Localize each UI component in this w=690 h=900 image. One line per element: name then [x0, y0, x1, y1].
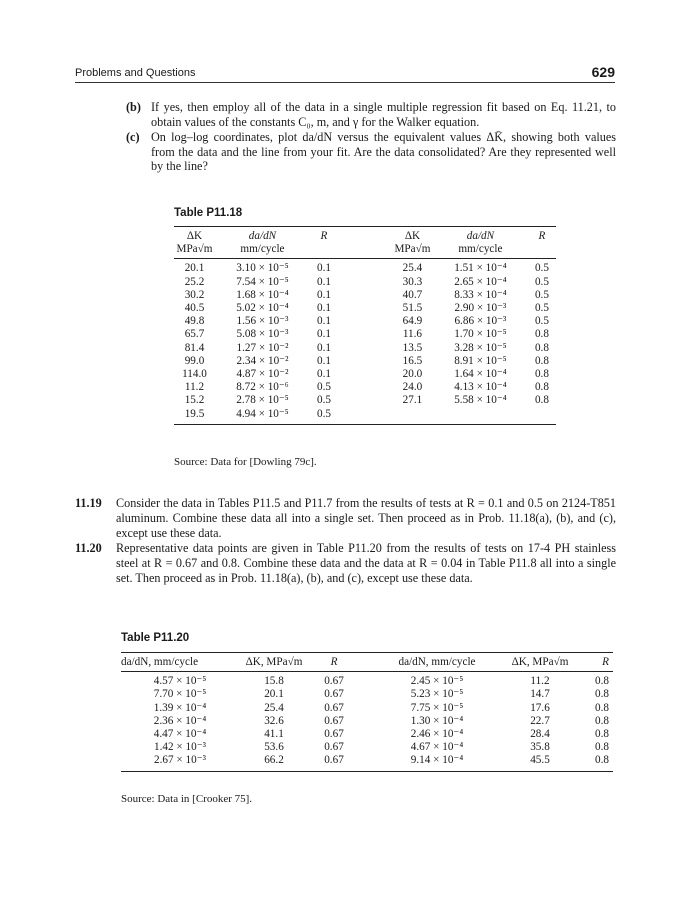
table-p11-20 — [121, 652, 613, 772]
table-cell: 114.0 — [182, 368, 207, 381]
table-cell: 0.1 — [316, 262, 331, 275]
table-cell: 1.56 × 10⁻³ — [236, 315, 289, 328]
table-cell: 0.8 — [534, 341, 549, 354]
table-cell: 0.5 — [310, 408, 338, 425]
col-unit-dk: MPa√m — [174, 243, 215, 259]
col-unit-dadn: mm/cycle — [215, 243, 310, 259]
table-cell: 5.58 × 10⁻⁴ — [454, 394, 507, 407]
col-header-dadn: da/dN — [433, 227, 528, 244]
table-cell: 2.78 × 10⁻⁵ — [236, 394, 289, 407]
table-cell: 8.33 × 10⁻⁴ — [454, 288, 507, 301]
table-cell: 4.47 × 10⁻⁴ — [153, 728, 207, 741]
table-cell: 0.8 — [534, 368, 549, 381]
problem-11-19 — [75, 496, 616, 541]
table-row — [174, 276, 556, 289]
table-cell: 25.4 — [264, 701, 284, 714]
part-c — [126, 130, 616, 174]
problems — [75, 496, 616, 586]
table-cell: 2.34 × 10⁻² — [236, 354, 289, 367]
table-row — [174, 381, 556, 394]
col-header-r: R — [309, 653, 359, 672]
table-cell: 7.54 × 10⁻⁵ — [236, 275, 289, 288]
col-header-dk: ΔK, MPa√m — [501, 653, 579, 672]
table-cell: 11.6 — [402, 328, 423, 341]
table-row — [121, 741, 613, 754]
table-cell: 0.8 — [595, 688, 609, 701]
table-cell: 8.72 × 10⁻⁶ — [236, 381, 289, 394]
table-row — [174, 302, 556, 315]
table-cell: 0.8 — [579, 754, 613, 771]
table-cell: 13.5 — [402, 341, 423, 354]
table-cell: 0.1 — [316, 275, 331, 288]
table-cell: 81.4 — [184, 341, 205, 354]
problem-number: 11.20 — [75, 541, 102, 555]
table-cell: 8.91 × 10⁻⁵ — [454, 354, 507, 367]
problem-11-20 — [75, 541, 616, 586]
table-cell: 1.70 × 10⁻⁵ — [454, 328, 507, 341]
table-cell: 1.51 × 10⁻⁴ — [454, 262, 507, 275]
table-cell: 0.1 — [316, 315, 331, 328]
table-cell: 49.8 — [184, 315, 205, 328]
table-cell — [392, 408, 433, 425]
table-cell: 3.28 × 10⁻⁵ — [454, 341, 507, 354]
table-cell: 0.8 — [595, 675, 609, 688]
table-cell: 0.5 — [534, 275, 549, 288]
table-row — [174, 289, 556, 302]
table-cell: 0.1 — [316, 354, 331, 367]
table-cell: 40.5 — [184, 302, 205, 315]
table-cell: 0.1 — [316, 302, 331, 315]
table-cell: 4.67 × 10⁻⁴ — [410, 741, 464, 754]
table-cell: 1.64 × 10⁻⁴ — [454, 368, 507, 381]
col-header-dk: ΔK — [392, 227, 433, 244]
table-cell: 5.02 × 10⁻⁴ — [236, 302, 289, 315]
table-row — [121, 672, 613, 689]
table-cell: 64.9 — [402, 315, 423, 328]
table-cell: 1.42 × 10⁻³ — [154, 741, 206, 754]
problem-number: 11.19 — [75, 496, 102, 510]
part-label: (b) — [126, 100, 141, 114]
part-label: (c) — [126, 130, 140, 145]
table-cell: 30.3 — [402, 275, 423, 288]
table-cell: 27.1 — [402, 394, 423, 407]
col-header-dk: ΔK — [174, 227, 215, 244]
table-cell: 28.4 — [530, 728, 550, 741]
table-row — [174, 259, 556, 276]
table-cell: 2.65 × 10⁻⁴ — [454, 275, 507, 288]
table-cell: 2.45 × 10⁻⁵ — [410, 675, 464, 688]
page-number: 629 — [591, 64, 615, 80]
table-cell: 30.2 — [184, 288, 205, 301]
table-row — [174, 328, 556, 341]
table-cell: 65.7 — [184, 328, 205, 341]
table-cell: 25.2 — [184, 275, 205, 288]
table-cell: 25.4 — [402, 262, 423, 275]
table-cell: 20.1 — [264, 688, 284, 701]
part-text: On log–log coordinates, plot da/dN versus the equivalent values ΔK̄, showing both values from the data and the line from your fit. Are the data consolidated? Are they represented well by the line? — [151, 130, 616, 174]
table-p11-20-caption: Table P11.20 — [121, 632, 190, 644]
col-header-dadn: da/dN, mm/cycle — [121, 653, 239, 672]
problem-text: Representative data points are given in Table P11.20 from the results of tests on 17-4 PH stainless steel at R = 0.67 and 0.8. Combine these data and the data at R = 0.04 in Table P11.8 all into a single set. Then proceed as in Prob. 11.18(a), (b), and (c), except use these data. — [116, 541, 616, 585]
table-cell: 0.8 — [595, 741, 609, 754]
table-cell: 9.14 × 10⁻⁴ — [373, 754, 501, 771]
table-cell: 0.5 — [316, 394, 331, 407]
col-header-r: R — [528, 227, 556, 244]
table-cell: 0.8 — [595, 701, 609, 714]
table-cell: 0.67 — [324, 688, 344, 701]
table-cell: 16.5 — [402, 354, 423, 367]
table-cell: 53.6 — [264, 741, 284, 754]
table-cell: 0.67 — [324, 728, 344, 741]
table-cell: 1.27 × 10⁻² — [236, 341, 289, 354]
table-cell — [528, 408, 556, 425]
table-cell: 1.68 × 10⁻⁴ — [236, 288, 289, 301]
table-cell: 0.5 — [316, 381, 331, 394]
table-cell: 0.5 — [534, 302, 549, 315]
table-cell: 66.2 — [239, 754, 309, 771]
table-cell: 2.67 × 10⁻³ — [121, 754, 239, 771]
table-cell: 0.67 — [324, 714, 344, 727]
table-cell: 0.1 — [316, 288, 331, 301]
table-cell: 35.8 — [530, 741, 550, 754]
table-cell: 0.8 — [534, 381, 549, 394]
col-unit-dk: MPa√m — [392, 243, 433, 259]
table-row — [174, 355, 556, 368]
table-cell: 7.70 × 10⁻⁵ — [153, 688, 207, 701]
table-cell: 0.67 — [324, 741, 344, 754]
table-cell: 4.87 × 10⁻² — [236, 368, 289, 381]
table-cell: 7.75 × 10⁻⁵ — [410, 701, 464, 714]
table-cell: 0.67 — [309, 754, 359, 771]
table-cell: 24.0 — [402, 381, 423, 394]
table-cell: 17.6 — [530, 701, 550, 714]
table-cell: 6.86 × 10⁻³ — [454, 315, 507, 328]
part-text: If yes, then employ all of the data in a single multiple regression fit based on Eq. 11.21, to obtain values of the constants C₀, m, and γ for the Walker equation. — [151, 100, 616, 129]
table-cell: 45.5 — [501, 754, 579, 771]
table-cell: 0.8 — [595, 714, 609, 727]
table-row — [121, 715, 613, 728]
table-cell: 2.90 × 10⁻³ — [454, 302, 507, 315]
table-cell: 14.7 — [530, 688, 550, 701]
col-header-dk: ΔK, MPa√m — [239, 653, 309, 672]
table-cell: 0.8 — [534, 394, 549, 407]
table-cell: 0.5 — [534, 315, 549, 328]
table-p11-18 — [174, 226, 556, 425]
table-cell: 15.2 — [184, 394, 205, 407]
part-b — [126, 100, 616, 129]
col-header-r: R — [310, 227, 338, 244]
col-header-dadn: da/dN — [215, 227, 310, 244]
table-row — [121, 754, 613, 771]
table-row — [174, 408, 556, 425]
table-p11-18-caption: Table P11.18 — [174, 207, 243, 219]
table-cell: 15.8 — [264, 675, 284, 688]
table-cell: 32.6 — [264, 714, 284, 727]
table-p11-18-source: Source: Data for [Dowling 79c]. — [174, 456, 317, 468]
table-cell: 0.67 — [324, 675, 344, 688]
table-cell: 0.5 — [534, 288, 549, 301]
table-cell: 4.57 × 10⁻⁵ — [153, 675, 207, 688]
problem-parts — [126, 100, 616, 175]
table-cell: 19.5 — [174, 408, 215, 425]
table-cell: 11.2 — [184, 381, 205, 394]
table-row — [121, 728, 613, 741]
table-cell: 20.0 — [402, 368, 423, 381]
table-cell: 11.2 — [530, 675, 550, 688]
table-cell: 3.10 × 10⁻⁵ — [236, 262, 289, 275]
table-cell: 2.46 × 10⁻⁴ — [410, 728, 464, 741]
table-cell: 40.7 — [402, 288, 423, 301]
table-cell: 99.0 — [184, 354, 205, 367]
header-rule — [75, 82, 615, 83]
table-cell: 0.8 — [534, 328, 549, 341]
problem-text: Consider the data in Tables P11.5 and P11.7 from the results of tests at R = 0.1 and 0.5 on 2124-T851 aluminum. Combine these data all into a single set. Then proceed as in Prob. 11.18(a), (b), and (c), except use these data. — [116, 496, 616, 540]
col-unit-dadn: mm/cycle — [433, 243, 528, 259]
table-cell: 0.8 — [595, 728, 609, 741]
table-cell: 0.1 — [316, 341, 331, 354]
table-row — [174, 368, 556, 381]
table-cell: 5.08 × 10⁻³ — [236, 328, 289, 341]
table-cell: 41.1 — [264, 728, 284, 741]
section-title: Problems and Questions — [75, 67, 196, 79]
table-cell: 4.94 × 10⁻⁵ — [215, 408, 310, 425]
table-cell: 20.1 — [184, 262, 205, 275]
col-header-dadn: da/dN, mm/cycle — [373, 653, 501, 672]
table-cell: 2.36 × 10⁻⁴ — [153, 714, 207, 727]
table-row — [121, 702, 613, 715]
table-p11-20-source: Source: Data in [Crooker 75]. — [121, 793, 253, 805]
table-row — [121, 688, 613, 701]
table-cell: 22.7 — [530, 714, 550, 727]
table-cell: 51.5 — [402, 302, 423, 315]
table-cell: 5.23 × 10⁻⁵ — [410, 688, 464, 701]
col-header-r: R — [579, 653, 613, 672]
table-cell: 1.30 × 10⁻⁴ — [410, 714, 464, 727]
table-cell: 4.13 × 10⁻⁴ — [454, 381, 507, 394]
table-cell — [433, 408, 528, 425]
table-cell: 0.67 — [324, 701, 344, 714]
table-row — [174, 315, 556, 328]
table-row — [174, 342, 556, 355]
running-header — [75, 66, 615, 84]
table-cell: 0.1 — [316, 368, 331, 381]
table-cell: 0.8 — [534, 354, 549, 367]
table-cell: 1.39 × 10⁻⁴ — [153, 701, 207, 714]
table-cell: 0.5 — [534, 262, 549, 275]
table-cell: 0.1 — [316, 328, 331, 341]
table-row — [174, 394, 556, 407]
